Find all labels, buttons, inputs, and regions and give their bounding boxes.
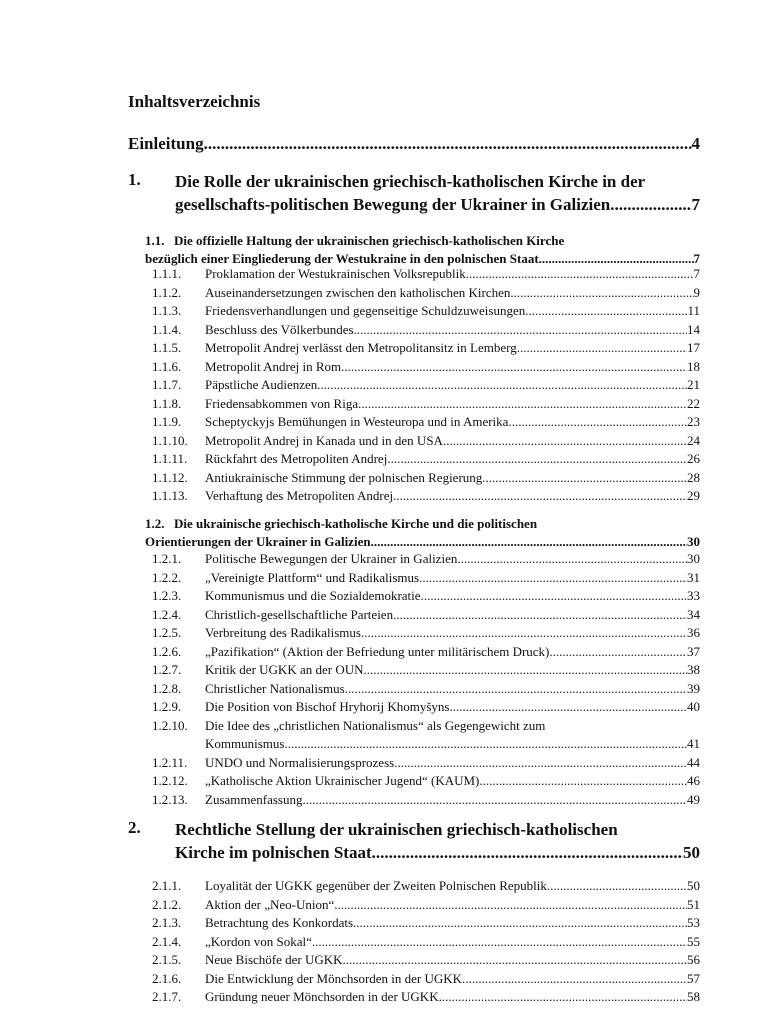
page-number: 28	[687, 469, 700, 485]
entry-number: 1.2.8.	[152, 680, 182, 696]
page-number: 58	[687, 989, 700, 1004]
page-number: 55	[687, 933, 700, 949]
page-number: 11	[687, 303, 700, 318]
toc-chapter-1	[128, 170, 700, 216]
entry-number: 1.2.9.	[152, 699, 182, 714]
dot-leader	[514, 284, 694, 303]
entry-title: Verhaftung des Metropoliten Andrej.	[205, 488, 397, 503]
page-number: 14	[687, 321, 700, 337]
entry-title: Zusammenfassung.	[205, 791, 306, 807]
dot-leader	[483, 772, 687, 791]
page-number: 30	[687, 551, 700, 566]
entry-title: Metropolit Andrej in Kanada und in den USA.	[205, 432, 447, 448]
dot-leader	[364, 624, 687, 643]
dot-leader	[446, 432, 687, 451]
toc-entry	[152, 877, 700, 896]
page-number: 23	[687, 414, 700, 429]
page-number: 49	[687, 791, 700, 807]
dot-leader	[361, 395, 687, 414]
dot-leader	[348, 680, 687, 699]
entry-number: 1.1.4.	[152, 321, 182, 337]
toc-entry	[152, 339, 700, 358]
page-number: 51	[687, 896, 700, 912]
entry-title: Metropolit Andrej verlässt den Metropolitansitz in Lemberg.	[205, 340, 520, 355]
entry-number: 2.1.5.	[152, 952, 182, 967]
toc-entry	[152, 450, 700, 469]
toc-section-1-2	[145, 515, 700, 551]
entry-number: 1.2.7.	[152, 662, 182, 677]
entry-title: „Kordon von Sokal“.	[205, 933, 316, 949]
entry-number: 1.1.10.	[152, 432, 188, 448]
page-number: 39	[687, 680, 700, 696]
page-number: 46	[687, 773, 700, 788]
toc-entry	[152, 624, 700, 643]
toc-entry	[152, 302, 700, 321]
section-title-line2-row	[145, 533, 700, 551]
page-number: 17	[687, 340, 700, 355]
entry-title: UNDO und Normalisierungsprozess.	[205, 754, 398, 770]
entry-title: Kommunismus und die Sozialdemokratie.	[205, 588, 424, 603]
section-title-line1: Die offizielle Haltung der ukrainischen griechisch-katholischen Kirche	[174, 233, 565, 248]
dot-leader	[338, 896, 688, 915]
entry-title: Friedensabkommen von Riga.	[205, 395, 362, 411]
page-number: 7	[693, 266, 700, 281]
entry-title: Die Entwicklung der Mönchsorden in der UGKK.	[205, 970, 466, 986]
dot-leader	[550, 877, 687, 896]
entry-title: Kritik der UGKK an der OUN.	[205, 662, 367, 677]
page-number: 50	[683, 843, 700, 862]
dot-leader	[315, 933, 687, 952]
toc-entry	[152, 376, 700, 395]
entry-title: Die Position von Bischof Hryhorij Khomyšyns.	[205, 699, 453, 714]
toc-title: Inhaltsverzeichnis	[128, 92, 261, 111]
entry-title: Proklamation der Westukrainischen Volksrepublik.	[205, 266, 469, 281]
dot-leader	[357, 321, 687, 340]
page-number: 30	[687, 534, 700, 549]
dot-leader	[288, 735, 687, 754]
toc-entry	[152, 358, 700, 377]
entry-title: Gründung neuer Mönchsorden in der UGKK.	[205, 989, 442, 1004]
entry-number: 2.1.6.	[152, 970, 182, 986]
dot-leader	[371, 533, 687, 551]
toc-entry	[152, 951, 700, 970]
chapter-title-line2-row	[175, 193, 700, 216]
entry-title: Aktion der „Neo-Union“.	[205, 896, 338, 912]
dot-leader	[469, 265, 694, 284]
entry-number: 1.2.5.	[152, 625, 182, 640]
toc-entry	[152, 413, 700, 432]
page-number: 40	[687, 699, 700, 714]
page-number: 34	[687, 606, 700, 622]
entry-title: Loyalität der UGKK gegenüber der Zweiten Polnischen Republik.	[205, 878, 551, 893]
page-number: 9	[693, 284, 700, 300]
toc-chapter-2	[128, 818, 700, 864]
chapter-title-line1: Die Rolle der ukrainischen griechisch-katholischen Kirche in der	[175, 172, 646, 191]
entry-number: 1.2.13.	[152, 791, 188, 807]
dot-leader	[461, 550, 687, 569]
entry-number: 1.1.9.	[152, 414, 182, 429]
dot-leader	[465, 970, 687, 989]
page-number: 57	[687, 970, 700, 986]
entry-title: Verbreitung des Radikalismus.	[205, 625, 365, 640]
entry-number: 2.1.4.	[152, 933, 182, 949]
entry-title: Christlicher Nationalismus.	[205, 680, 348, 696]
entry-number: 1.2.6.	[152, 643, 182, 659]
section-title-line1: Die ukrainische griechisch-katholische Kirche und die politischen	[174, 516, 538, 531]
toc-entry	[152, 469, 700, 488]
chapter-title-line2-row	[175, 841, 700, 864]
chapter-title-line2: gesellschafts-politischen Bewegung der Ukrainer in Galizien	[175, 195, 611, 214]
entry-number: 2.1.2.	[152, 896, 182, 912]
dot-leader	[397, 754, 687, 773]
toc-entry	[152, 661, 700, 680]
toc-entry	[152, 284, 700, 303]
page-number: 53	[687, 915, 700, 930]
chapter-number: 1.	[128, 170, 141, 189]
page-number: 50	[687, 878, 700, 893]
entry-title: Beschluss des Völkerbundes.	[205, 321, 357, 337]
toc-entry	[152, 395, 700, 414]
page-number: 44	[687, 754, 700, 770]
toc-entry	[152, 550, 700, 569]
dot-leader	[528, 302, 687, 321]
entry-number: 1.1.12.	[152, 469, 188, 485]
section-number: 1.1.	[145, 233, 165, 248]
dot-leader	[442, 988, 687, 1007]
page-number: 7	[691, 195, 700, 214]
toc-entry	[152, 587, 700, 606]
entry-number: 1.1.8.	[152, 395, 182, 411]
toc-entry	[152, 754, 700, 773]
entry-number: 1.2.11.	[152, 754, 188, 770]
entry-number: 1.1.3.	[152, 303, 182, 318]
entry-number: 1.1.13.	[152, 488, 188, 503]
entry-number: 2.1.7.	[152, 989, 182, 1004]
entry-number: 1.1.11.	[152, 451, 188, 466]
page-number: 26	[687, 451, 700, 466]
dot-leader	[520, 339, 687, 358]
toc-entry-intro	[128, 134, 700, 154]
toc-entry	[152, 698, 700, 717]
entry-title: Christlich-gesellschaftliche Parteien.	[205, 606, 397, 622]
dot-leader	[306, 791, 687, 810]
page-number: 56	[687, 952, 700, 967]
toc-entries-1-1	[152, 265, 700, 506]
intro-label: Einleitung	[128, 134, 204, 153]
entry-title: Auseinandersetzungen zwischen den katholischen Kirchen.	[205, 284, 514, 300]
dot-leader	[512, 413, 687, 432]
page-number: 18	[687, 358, 700, 374]
dot-leader	[396, 487, 687, 506]
entry-title: „Vereinigte Plattform“ und Radikalismus.	[205, 569, 423, 585]
entry-number: 1.2.4.	[152, 606, 182, 622]
dot-leader	[610, 193, 691, 216]
toc-entry	[152, 643, 700, 662]
toc-entry	[152, 487, 700, 506]
page-number: 41	[687, 736, 700, 751]
dot-leader	[346, 951, 687, 970]
page-number: 24	[687, 432, 700, 448]
page-number: 36	[687, 625, 700, 640]
toc-entry	[152, 680, 700, 699]
entry-title: Politische Bewegungen der Ukrainer in Galizien.	[205, 551, 461, 566]
entry-number: 1.2.3.	[152, 588, 182, 603]
page-number: 7	[693, 251, 700, 266]
entry-title: Scheptyckyjs Bemühungen in Westeuropa und in Amerika.	[205, 414, 512, 429]
entry-number: 1.1.1.	[152, 266, 182, 281]
dot-leader	[424, 587, 687, 606]
toc-entry	[152, 772, 700, 791]
dot-leader	[204, 134, 692, 154]
entry-number: 2.1.1.	[152, 878, 182, 893]
entry-number: 1.2.10.	[152, 717, 188, 733]
entry-title-continued: Kommunismus.	[205, 736, 288, 751]
entry-number: 2.1.3.	[152, 915, 182, 930]
dot-leader	[453, 698, 687, 717]
entry-number: 1.1.2.	[152, 284, 182, 300]
dot-leader	[321, 376, 687, 395]
page-number: 4	[691, 134, 700, 153]
entry-number: 1.1.5.	[152, 340, 182, 355]
entry-title: Friedensverhandlungen und gegenseitige Schuldzuweisungen.	[205, 303, 529, 318]
dot-leader	[396, 606, 687, 625]
page-number: 21	[687, 377, 700, 392]
toc-entries-1-2	[152, 550, 700, 809]
entry-number: 1.2.12.	[152, 773, 188, 788]
page-number: 22	[687, 395, 700, 411]
dot-leader	[344, 358, 687, 377]
toc-entry	[152, 569, 700, 588]
toc-entries-2	[152, 877, 700, 1007]
page-number: 29	[687, 488, 700, 503]
dot-leader	[422, 569, 687, 588]
page-number: 38	[687, 662, 700, 677]
entry-number: 1.1.6.	[152, 358, 182, 374]
entry-title: Metropolit Andrej in Rom.	[205, 358, 345, 374]
toc-entry	[152, 914, 700, 933]
toc-entry	[152, 717, 700, 754]
entry-title: Rückfahrt des Metropoliten Andrej.	[205, 451, 391, 466]
toc-entry	[152, 933, 700, 952]
toc-entry	[152, 321, 700, 340]
toc-entry	[152, 896, 700, 915]
dot-leader	[367, 661, 687, 680]
toc-entry	[152, 606, 700, 625]
section-title-line2: Orientierungen der Ukrainer in Galizien	[145, 534, 371, 549]
entry-title: „Katholische Aktion Ukrainischer Jugend“ (KAUM).	[205, 773, 483, 788]
toc-entry	[152, 265, 700, 284]
section-title-line2: bezüglich einer Eingliederung der Westukraine in den polnischen Staat	[145, 251, 539, 266]
entry-title: Neue Bischöfe der UGKK.	[205, 952, 346, 967]
entry-number: 1.1.7.	[152, 377, 182, 392]
chapter-number: 2.	[128, 818, 141, 837]
entry-title: „Pazifikation“ (Aktion der Befriedung unter militärischem Druck).	[205, 643, 553, 659]
dot-leader	[391, 450, 687, 469]
toc-entry	[152, 432, 700, 451]
page-number: 37	[687, 643, 700, 659]
toc-section-1-1	[145, 232, 700, 268]
page-number: 33	[687, 588, 700, 603]
chapter-title-line2: Kirche im polnischen Staat	[175, 843, 372, 862]
toc-entry	[152, 791, 700, 810]
toc-entry	[152, 970, 700, 989]
entry-number: 1.2.1.	[152, 551, 182, 566]
page-number: 31	[687, 569, 700, 585]
entry-number: 1.2.2.	[152, 569, 182, 585]
chapter-title-line1: Rechtliche Stellung der ukrainischen griechisch-katholischen	[175, 820, 618, 839]
entry-title: Antiukrainische Stimmung der polnischen Regierung.	[205, 469, 486, 485]
dot-leader	[553, 643, 687, 662]
dot-leader	[486, 469, 687, 488]
entry-title: Päpstliche Audienzen.	[205, 377, 321, 392]
toc-entry	[152, 988, 700, 1007]
section-number: 1.2.	[145, 516, 165, 531]
dot-leader	[372, 841, 683, 864]
entry-title: Die Idee des „christlichen Nationalismus“ als Gegengewicht zum	[205, 717, 546, 733]
dot-leader	[356, 914, 687, 933]
entry-title: Betrachtung des Konkordats.	[205, 915, 357, 930]
